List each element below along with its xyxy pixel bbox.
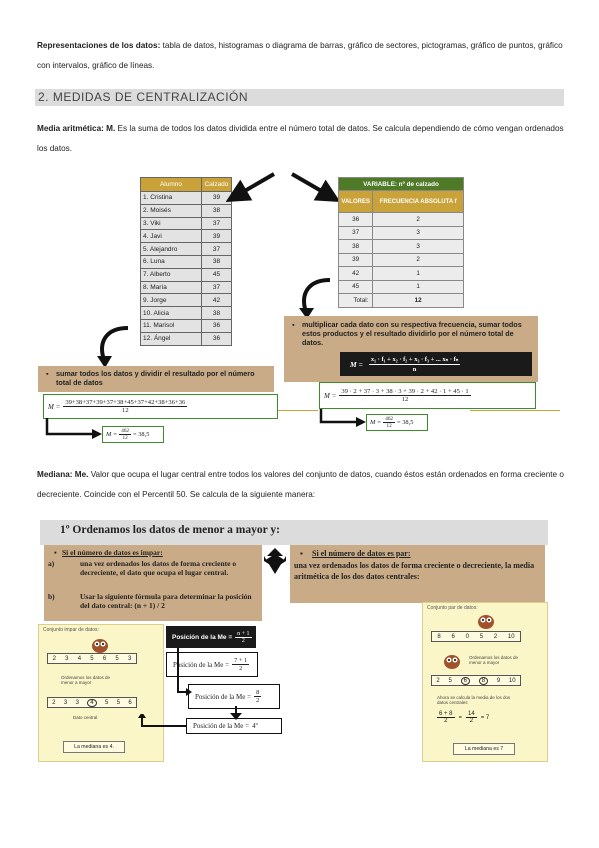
strip-number: 3 — [63, 699, 68, 706]
t1-cell-calzado: 42 — [202, 294, 232, 307]
t2-cell-valor: 38 — [339, 240, 373, 254]
t2-row — [339, 253, 464, 267]
pos-formula-4-lhs: Posición de la Me = — [193, 722, 250, 730]
t1-cell-calzado: 38 — [202, 255, 232, 268]
strip-number: 2 — [493, 633, 498, 640]
formula-left-frac — [63, 399, 187, 414]
t1-cell-alumno: 3. Viki — [141, 217, 202, 230]
t2-title: VARIABLE: nº de calzado — [339, 178, 464, 191]
strip-number: 5 — [90, 655, 94, 662]
strip-number: 3 — [75, 699, 79, 706]
t2-cell-frecuencia: 1 — [373, 280, 464, 294]
impar-b-label: b) — [48, 592, 55, 601]
callout-multiplicar-text: multiplicar cada dato con su respectiva frecuencia, sumar todos estos productos y el resultado dividirlo por el número total de datos. — [302, 320, 522, 347]
t2-cell-valor: 36 — [339, 213, 373, 227]
bullet-icon: ▪ — [300, 549, 303, 558]
t1-row — [141, 243, 232, 256]
par-text: una vez ordenados los datos de forma creciente o decreciente, la media aritmética de los dos datos centrales: — [294, 561, 535, 581]
callout-sumar — [38, 366, 274, 392]
t1-cell-alumno: 2. Moisés — [141, 204, 202, 217]
impar-a-label: a) — [48, 559, 55, 568]
pos-formula-1-frac — [235, 631, 251, 644]
t1-cell-calzado: 37 — [202, 217, 232, 230]
pos-formula-1-den: 2 — [241, 637, 245, 644]
example-impar-strip1 — [47, 653, 137, 664]
table-alumnos — [140, 177, 232, 346]
pos-formula-2-frac — [232, 657, 249, 672]
example-impar-title: Conjunto impar de datos: — [43, 627, 99, 633]
t2-cell-valor: 42 — [339, 267, 373, 281]
t2-header-frecuencia: FRECUENCIA ABSOLUTA f — [373, 191, 464, 213]
pos-formula-3-den: 2 — [256, 697, 260, 704]
formula-right-lhs: M = — [324, 391, 337, 400]
pos-formula-2-lhs: Posición de la Me = — [173, 660, 230, 669]
result-lhs-right: M = — [370, 419, 382, 426]
impar-title: Si el número de datos es impar: — [62, 548, 163, 557]
par-title: Si el número de datos es par: — [312, 549, 411, 558]
formula-general-den: n — [412, 365, 417, 373]
example-impar-ordered: Ordenamos los datos de menor a mayor — [61, 675, 111, 685]
result-num-right: 462 — [385, 416, 394, 422]
formula-weighted-box — [319, 382, 536, 409]
result-frac-right — [383, 416, 395, 429]
mediana-text: Valor que ocupa el lugar central entre todos los valores del conjunto de datos, cuando éstos están ordenados en forma creciente o decreciente. Coincide con el Percentil 50. Se calcula de la siguiente manera: — [37, 470, 564, 499]
t1-row — [141, 294, 232, 307]
intro-bold: Representaciones de los datos: — [37, 41, 161, 50]
t2-cell-frecuencia: 3 — [373, 240, 464, 254]
t1-row — [141, 230, 232, 243]
bracket-arrow-left — [44, 418, 104, 440]
example-impar-answer: La mediana es 4. — [63, 741, 125, 753]
owl-icon — [475, 611, 497, 629]
strip-number: 2 — [52, 655, 56, 662]
table-frecuencias — [338, 177, 464, 308]
separator-right — [470, 410, 560, 411]
t1-row — [141, 217, 232, 230]
t2-cell-frecuencia: 3 — [373, 226, 464, 240]
mediana-bold: Mediana: Me. — [37, 470, 89, 479]
t2-cell-frecuencia: 1 — [373, 267, 464, 281]
example-par-answer: La mediana es 7 — [453, 743, 515, 755]
bullet-icon: ▪ — [46, 369, 49, 378]
calc-b-num: 14 — [468, 711, 475, 717]
t1-cell-alumno: 12. Ángel — [141, 332, 202, 345]
t1-cell-alumno: 11. Marisol — [141, 319, 202, 332]
pos-formula-1-lhs: Posición de la Me = — [172, 633, 233, 641]
section-heading: 2. MEDIDAS DE CENTRALIZACIÓN — [38, 90, 249, 104]
t1-cell-calzado: 37 — [202, 243, 232, 256]
strip-number: 5 — [479, 633, 484, 640]
strip-number: 0 — [465, 633, 469, 640]
strip-number: 4 — [77, 655, 82, 662]
example-impar-panel — [38, 624, 164, 762]
t1-header-calzado: Calzado — [202, 178, 232, 192]
arrow-left — [236, 174, 274, 196]
example-par-calc-label: Ahora se calcula la media de los dos datos centrales — [437, 695, 511, 705]
strip-number: 4 — [87, 699, 96, 707]
t1-cell-alumno: 7. Alberto — [141, 268, 202, 281]
t1-row — [141, 255, 232, 268]
strip-number: 5 — [116, 699, 121, 706]
strip-number: 2 — [52, 699, 56, 706]
t2-body — [339, 213, 464, 294]
strip-number: 6 — [461, 677, 470, 685]
strip-number: 8 — [479, 677, 488, 685]
t1-cell-calzado: 36 — [202, 332, 232, 345]
result-frac-left — [119, 428, 131, 441]
example-impar-strip2 — [47, 697, 137, 708]
calc-frac-b — [466, 711, 477, 724]
bullet-icon: ▪ — [292, 320, 295, 329]
strip-number: 5 — [115, 655, 119, 662]
t1-cell-calzado: 39 — [202, 230, 232, 243]
example-par-calc — [437, 711, 489, 724]
arrow-right — [292, 174, 330, 196]
t1-cell-calzado: 38 — [202, 307, 232, 320]
t2-row — [339, 240, 464, 254]
t1-row — [141, 307, 232, 320]
formula-general-frac — [369, 355, 461, 374]
t2-row — [339, 280, 464, 294]
t1-cell-calzado: 38 — [202, 204, 232, 217]
t1-cell-alumno: 5. Alejandro — [141, 243, 202, 256]
strip-number: 5 — [448, 677, 452, 684]
t2-total-label: Total: — [339, 294, 373, 308]
result-den-left: 12 — [122, 435, 128, 441]
formula-general-num: x₁ · f₁ + x₂ · f₂ + x₃ · f₃ + ... xₙ · fₙ — [370, 355, 459, 363]
formula-right-frac — [339, 388, 470, 403]
impar-box — [44, 545, 262, 621]
t1-cell-calzado: 39 — [202, 192, 232, 205]
result-box-left — [102, 426, 164, 443]
pos-formula-4-value: 4º — [252, 722, 258, 730]
t1-row — [141, 192, 232, 205]
t1-row — [141, 319, 232, 332]
strip-number: 6 — [451, 633, 455, 640]
par-box — [290, 545, 545, 603]
t2-total-value: 12 — [373, 294, 464, 308]
curved-arrow-right — [290, 272, 340, 320]
result-num-left: 462 — [121, 428, 130, 434]
bullet-icon: ▪ — [54, 548, 57, 557]
t2-cell-frecuencia: 2 — [373, 253, 464, 267]
calc-result: = 7 — [480, 714, 490, 721]
formula-arrow-down — [226, 706, 246, 722]
pos-formula-3-lhs: Posición de la Me = — [195, 692, 252, 701]
pos-formula-3-num: 8 — [256, 689, 260, 696]
t2-cell-valor: 37 — [339, 226, 373, 240]
separator-left — [278, 410, 318, 411]
example-impar-center-label: Dato central — [73, 715, 98, 720]
strip-number: 3 — [65, 655, 69, 662]
result-den-right: 12 — [386, 423, 392, 429]
t1-row — [141, 268, 232, 281]
result-value-left: = 38,5 — [133, 431, 150, 438]
calc-a-den: 2 — [444, 718, 448, 724]
step1-title: 1º Ordenamos los datos de menor a mayor y: — [60, 524, 280, 536]
arrows-top — [226, 168, 346, 204]
t1-cell-alumno: 1. Cristina — [141, 192, 202, 205]
t1-row — [141, 281, 232, 294]
impar-a-text: una vez ordenados los datos de forma creciente o decreciente, el dato que ocupa el lugar central. — [80, 559, 237, 578]
strip-number: 2 — [436, 677, 440, 684]
formula-arrow-back — [136, 714, 188, 734]
result-lhs-left: M = — [106, 431, 118, 438]
t1-cell-calzado: 45 — [202, 268, 232, 281]
formula-left-num: 39+38+37+39+37+38+45+37+42+38+36+36 — [65, 399, 186, 406]
formula-right-den: 12 — [401, 396, 409, 403]
double-arrow-icon — [262, 546, 288, 576]
callout-sumar-text: sumar todos los datos y dividir el resultado por el número total de datos — [56, 369, 255, 387]
formula-general — [340, 352, 532, 376]
t2-cell-valor: 45 — [339, 280, 373, 294]
t1-cell-calzado: 36 — [202, 319, 232, 332]
example-par-panel — [422, 602, 548, 762]
formula-left-lhs: M = — [48, 402, 61, 411]
result-box-right — [366, 414, 428, 431]
calc-eq: = — [458, 714, 463, 721]
pos-formula-2-den: 2 — [239, 665, 243, 672]
example-par-strip2 — [431, 675, 521, 686]
t1-row — [141, 332, 232, 345]
t2-row — [339, 267, 464, 281]
calc-b-den: 2 — [469, 718, 474, 724]
formula-general-lhs: M = — [350, 359, 363, 369]
curved-arrow-left — [88, 322, 138, 370]
strip-number: 9 — [496, 677, 501, 684]
t1-cell-alumno: 4. Javi — [141, 230, 202, 243]
section-heading-bar — [35, 89, 564, 106]
t1-header-alumno: Alumno — [141, 178, 202, 192]
t1-cell-alumno: 8. María — [141, 281, 202, 294]
strip-number: 3 — [127, 655, 132, 662]
t2-header-valores: VALORES — [339, 191, 373, 213]
strip-number: 6 — [102, 655, 107, 662]
example-par-ordered: Ordenamos los datos de menor a mayor — [469, 655, 519, 665]
media-paragraph — [37, 119, 567, 159]
t1-cell-alumno: 10. Alicia — [141, 307, 202, 320]
result-value-right: = 38,5 — [397, 419, 414, 426]
step1-bar — [40, 520, 548, 545]
pos-formula-2-num: 7 + 1 — [234, 657, 248, 664]
impar-b-text: Usar la siguiente fórmula para determinar la posición del dato central: (n + 1) / 2 — [80, 592, 252, 611]
t1-row — [141, 204, 232, 217]
pos-formula-1-num: n + 1 — [237, 630, 250, 637]
example-par-strip1 — [431, 631, 521, 642]
formula-sum-box — [43, 394, 278, 419]
strip-number: 10 — [507, 633, 515, 640]
mediana-paragraph — [37, 465, 567, 505]
t2-row — [339, 213, 464, 227]
intro-text: tabla de datos, histogramas o diagrama de barras, gráfico de sectores, pictogramas, gráfico de puntos, gráfico con intervalos, gráfico de líneas. — [37, 41, 563, 70]
strip-number: 6 — [128, 699, 132, 706]
calc-frac-a — [437, 711, 455, 724]
t2-row — [339, 226, 464, 240]
pos-formula-3-frac — [254, 689, 261, 704]
example-par-title: Conjunto par de datos: — [427, 605, 478, 611]
t1-body — [141, 192, 232, 346]
t2-cell-frecuencia: 2 — [373, 213, 464, 227]
t2-cell-valor: 39 — [339, 253, 373, 267]
bracket-arrow-right — [318, 409, 368, 429]
t1-cell-alumno: 9. Jorge — [141, 294, 202, 307]
media-text: Es la suma de todos los datos dividida entre el número total de datos. Se calcula dependiendo de cómo vengan ordenados los datos. — [37, 124, 564, 153]
owl-icon — [89, 635, 111, 653]
formula-right-num: 39 · 2 + 37 · 3 + 38 · 3 + 39 · 2 + 42 · 1 + 45 · 1 — [341, 388, 469, 395]
intro-paragraph — [37, 36, 567, 76]
t1-cell-alumno: 6. Luna — [141, 255, 202, 268]
strip-number: 8 — [437, 633, 441, 640]
strip-number: 5 — [104, 699, 109, 706]
calc-a-num: 6 + 8 — [439, 711, 453, 717]
pos-formula-1 — [166, 626, 256, 648]
formula-left-den: 12 — [122, 407, 129, 414]
owl-icon — [441, 651, 463, 669]
callout-multiplicar — [284, 316, 538, 382]
t1-cell-calzado: 37 — [202, 281, 232, 294]
media-bold: Media aritmética: M. — [37, 124, 116, 133]
strip-number: 10 — [508, 677, 516, 684]
